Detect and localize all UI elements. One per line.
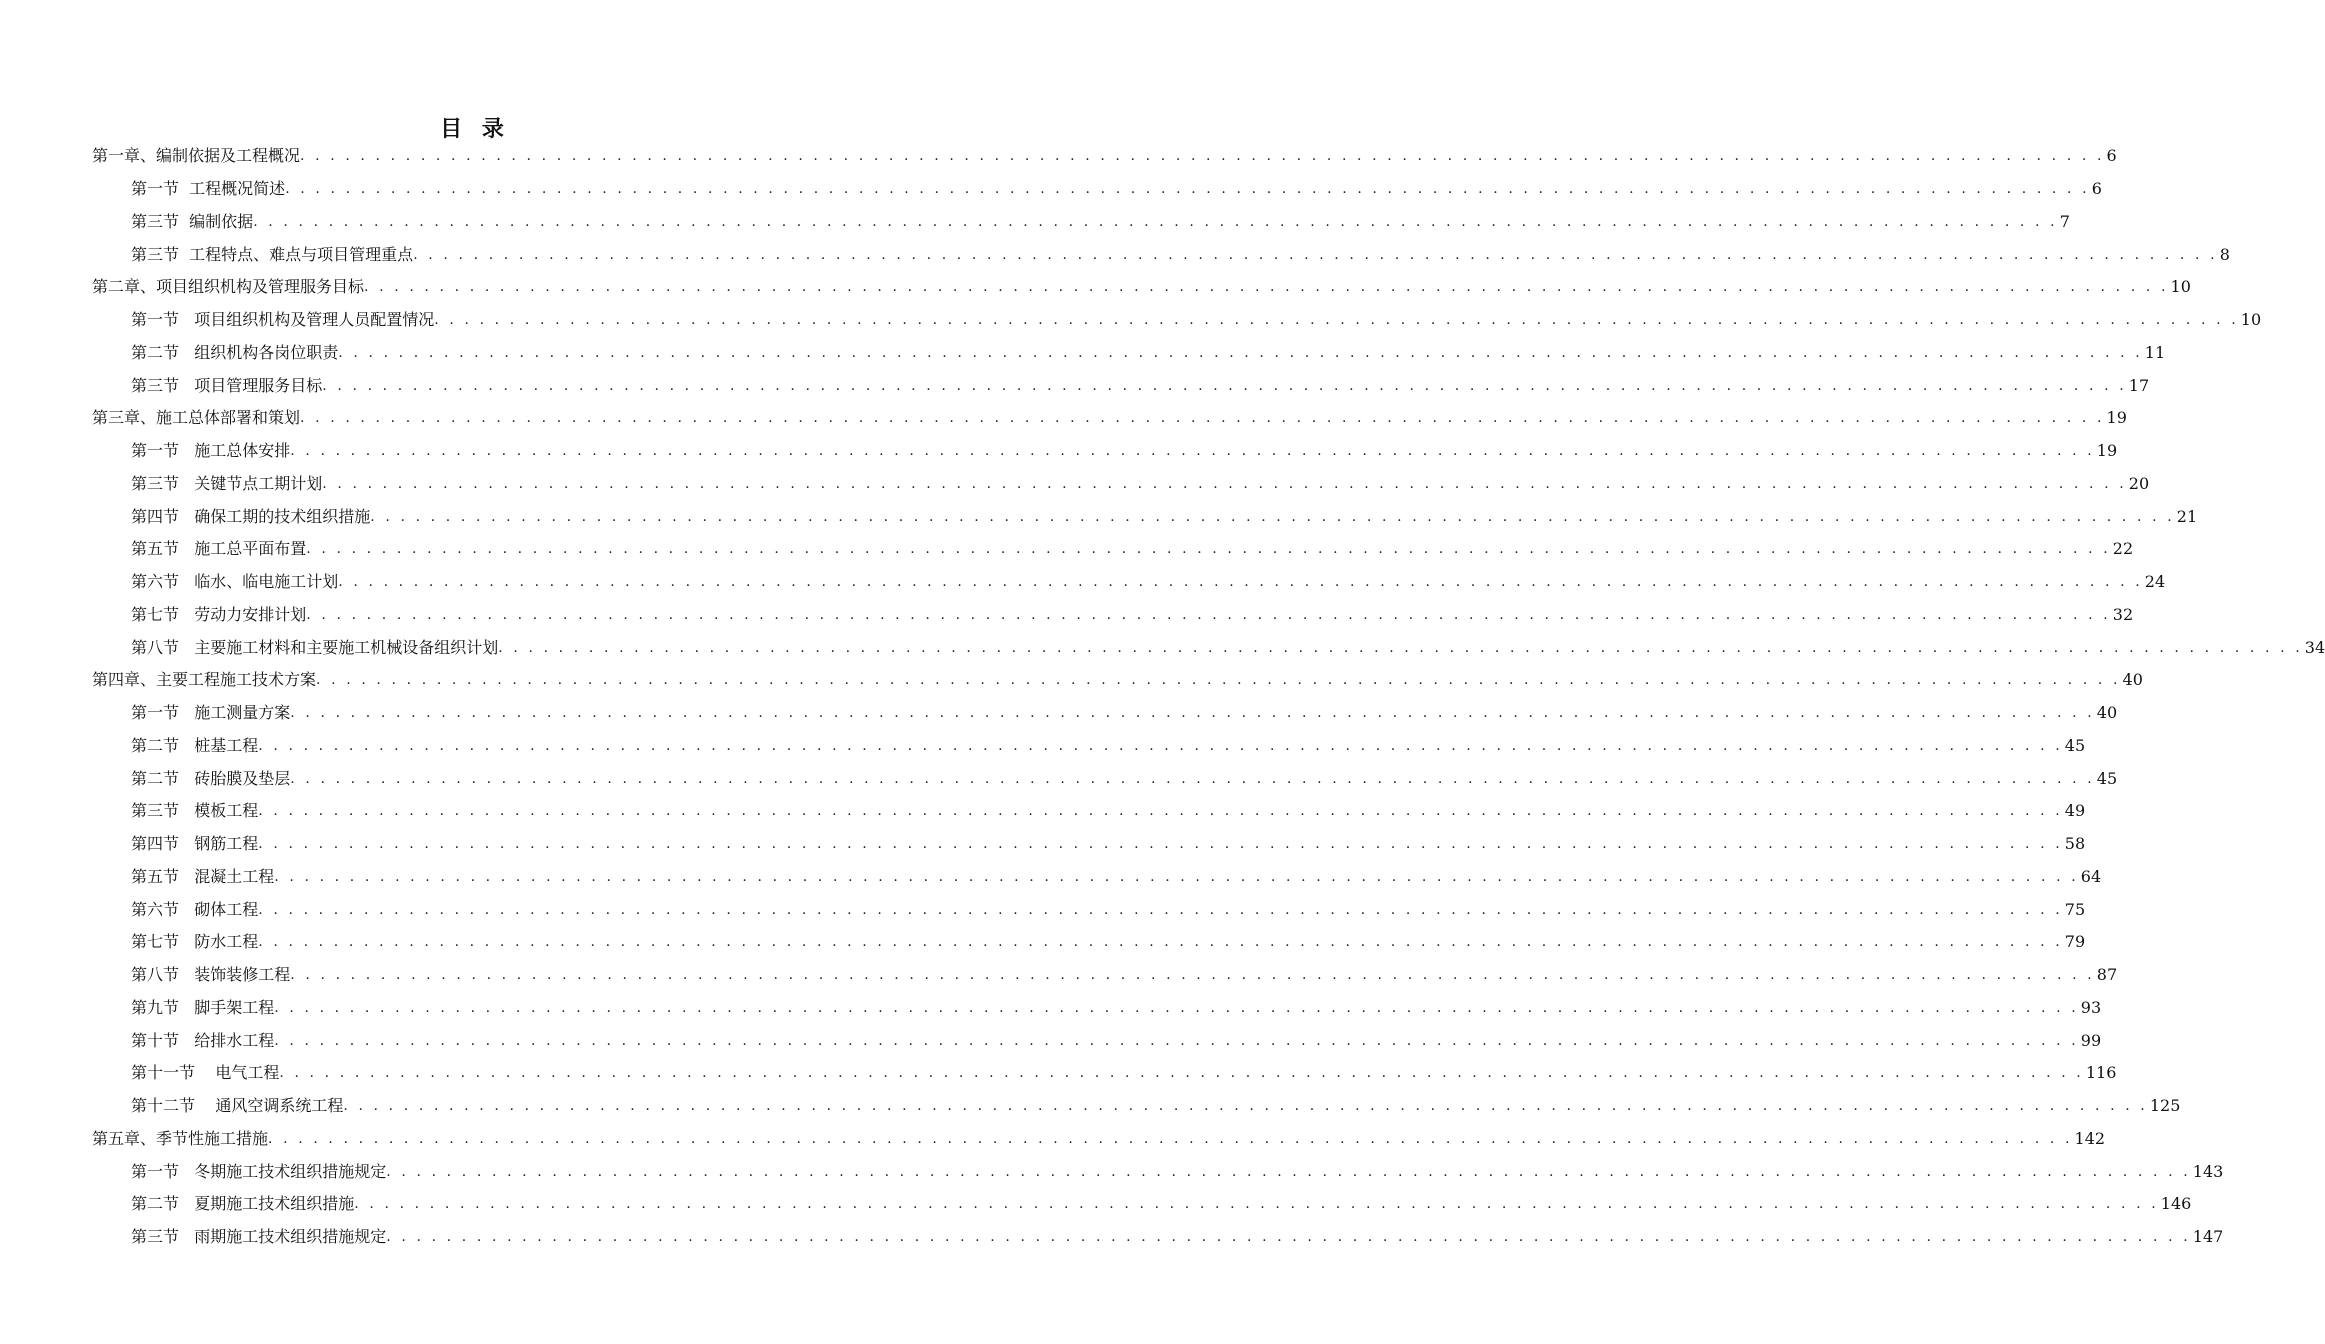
toc-entry-title: 第六节 砌体工程 (131, 899, 259, 919)
toc-page-number: 40 (2122, 670, 2143, 690)
toc-section-entry[interactable] (0, 1090, 2181, 1123)
dot-leader: . . . . . . . . . . . . . . . . . . . . . . . . . . . . . . . . . . . . . . . . . . . . . . . . . . . . . . . . . . . . . . . . . . . . . . . . . . . . . . . . . . . . . . . . . . . . . . . . . . . . . . . . . . . . . . . . . . . . . . . . (322, 475, 2127, 492)
toc-entry-title: 第二节 砖胎膜及垫层 (131, 768, 291, 788)
toc-section-entry[interactable] (0, 173, 2102, 206)
toc-entry-title: 第一章、编制依据及工程概况 (92, 146, 301, 166)
toc-entry-title: 第五节 施工总平面布置 (131, 539, 307, 559)
toc-entry-title: 第三节 雨期施工技术组织措施规定 (131, 1227, 387, 1247)
toc-section-entry[interactable] (0, 1024, 2102, 1057)
toc-section-entry[interactable] (0, 795, 2086, 828)
toc-entry-title: 第三节 模板工程 (131, 801, 259, 821)
toc-entry-title: 第三节 项目管理服务目标 (131, 375, 323, 395)
dot-leader: . . . . . . . . . . . . . . . . . . . . . . . . . . . . . . . . . . . . . . . . . . . . . . . . . . . . . . . . . . . . . . . . . . . . . . . . . . . . . . . . . . . . . . . . . . . . . . . . . . . . . . . . . . . . . . . . . . . . . . . . (386, 1229, 2191, 1246)
toc-section-entry[interactable] (0, 1155, 2224, 1188)
dot-leader: . . . . . . . . . . . . . . . . . . . . . . . . . . . . . . . . . . . . . . . . . . . . . . . . . . . . . . . . . . . . . . . . . . . . . . . . . . . . . . . . . . . . . . . . . . . . . . . . . . . . . . . . . . . . . . . . . . . . . . . . (258, 836, 2063, 853)
toc-chapter-entry[interactable] (0, 1123, 2106, 1156)
dot-leader: . . . . . . . . . . . . . . . . . . . . . . . . . . . . . . . . . . . . . . . . . . . . . . . . . . . . . . . . . . . . . . . . . . . . . . . . . . . . . . . . . . . . . . . . . . . . . . . . . . . . . . . . . . . . . . . . . . . . . . . . (300, 410, 2105, 427)
toc-page-number: 34 (2304, 637, 2325, 657)
toc-entry-title: 第五章、季节性施工措施 (92, 1128, 269, 1148)
dot-leader: . . . . . . . . . . . . . . . . . . . . . . . . . . . . . . . . . . . . . . . . . . . . . . . . . . . . . . . . . . . . . . . . . . . . . . . . . . . . . . . . . . . . . . . . . . . . . . . . . . . . . . . . . . . . . . . . . . . . . . . . (253, 213, 2058, 230)
dot-leader: . . . . . . . . . . . . . . . . . . . . . . . . . . . . . . . . . . . . . . . . . . . . . . . . . . . . . . . . . . . . . . . . . . . . . . . . . . . . . . . . . . . . . . . . . . . . . . . . . . . . . . . . . . . . . . . . . . . . . . . . (498, 639, 2303, 656)
toc-entry-title: 第三章、施工总体部署和策划 (92, 408, 301, 428)
toc-section-entry[interactable] (0, 1221, 2224, 1254)
toc-chapter-entry[interactable] (0, 402, 2127, 435)
toc-section-entry[interactable] (0, 468, 2150, 501)
toc-page-number: 24 (2144, 572, 2166, 592)
toc-entry-title: 第八节 主要施工材料和主要施工机械设备组织计划 (131, 637, 499, 657)
toc-page-number: 11 (2144, 342, 2166, 362)
toc-page-number: 99 (2080, 1030, 2102, 1050)
dot-leader: . . . . . . . . . . . . . . . . . . . . . . . . . . . . . . . . . . . . . . . . . . . . . . . . . . . . . . . . . . . . . . . . . . . . . . . . . . . . . . . . . . . . . . . . . . . . . . . . . . . . . . . . . . . . . . . . . . . . . . . . (316, 672, 2121, 689)
toc-entry-title: 第八节 装饰装修工程 (131, 965, 291, 985)
toc-section-entry[interactable] (0, 730, 2086, 763)
toc-entry-title: 第一节 冬期施工技术组织措施规定 (131, 1161, 387, 1181)
dot-leader: . . . . . . . . . . . . . . . . . . . . . . . . . . . . . . . . . . . . . . . . . . . . . . . . . . . . . . . . . . . . . . . . . . . . . . . . . . . . . . . . . . . . . . . . . . . . . . . . . . . . . . . . . . . . . . . . . . . . . . . . (268, 1130, 2073, 1147)
toc-chapter-entry[interactable] (0, 140, 2117, 173)
dot-leader: . . . . . . . . . . . . . . . . . . . . . . . . . . . . . . . . . . . . . . . . . . . . . . . . . . . . . . . . . . . . . . . . . . . . . . . . . . . . . . . . . . . . . . . . . . . . . . . . . . . . . . . . . . . . . . . . . . . . . . . . (274, 1032, 2079, 1049)
dot-leader: . . . . . . . . . . . . . . . . . . . . . . . . . . . . . . . . . . . . . . . . . . . . . . . . . . . . . . . . . . . . . . . . . . . . . . . . . . . . . . . . . . . . . . . . . . . . . . . . . . . . . . . . . . . . . . . . . . . . . . . . (338, 574, 2143, 591)
dot-leader: . . . . . . . . . . . . . . . . . . . . . . . . . . . . . . . . . . . . . . . . . . . . . . . . . . . . . . . . . . . . . . . . . . . . . . . . . . . . . . . . . . . . . . . . . . . . . . . . . . . . . . . . . . . . . . . . . . . . . . . . (258, 934, 2063, 951)
toc-page-number: 17 (2128, 375, 2150, 395)
toc-entry-title: 第三节 关键节点工期计划 (131, 473, 323, 493)
toc-section-entry[interactable] (0, 304, 2262, 337)
toc-entry-title: 第一节 施工总体安排 (131, 441, 291, 461)
toc-entry-title: 第十二节 通风空调系统工程 (131, 1096, 344, 1116)
dot-leader: . . . . . . . . . . . . . . . . . . . . . . . . . . . . . . . . . . . . . . . . . . . . . . . . . . . . . . . . . . . . . . . . . . . . . . . . . . . . . . . . . . . . . . . . . . . . . . . . . . . . . . . . . . . . . . . . . . . . . . . . (413, 246, 2218, 263)
toc-page-number: 6 (2106, 146, 2117, 166)
dot-leader: . . . . . . . . . . . . . . . . . . . . . . . . . . . . . . . . . . . . . . . . . . . . . . . . . . . . . . . . . . . . . . . . . . . . . . . . . . . . . . . . . . . . . . . . . . . . . . . . . . . . . . . . . . . . . . . . . . . . . . . . (306, 541, 2111, 558)
toc-page-number: 20 (2128, 473, 2150, 493)
toc-page-number: 21 (2176, 506, 2198, 526)
dot-leader: . . . . . . . . . . . . . . . . . . . . . . . . . . . . . . . . . . . . . . . . . . . . . . . . . . . . . . . . . . . . . . . . . . . . . . . . . . . . . . . . . . . . . . . . . . . . . . . . . . . . . . . . . . . . . . . . . . . . . . . . (290, 443, 2095, 460)
dot-leader: . . . . . . . . . . . . . . . . . . . . . . . . . . . . . . . . . . . . . . . . . . . . . . . . . . . . . . . . . . . . . . . . . . . . . . . . . . . . . . . . . . . . . . . . . . . . . . . . . . . . . . . . . . . . . . . . . . . . . . . . (354, 1196, 2159, 1213)
toc-page-number: 64 (2080, 866, 2102, 886)
dot-leader: . . . . . . . . . . . . . . . . . . . . . . . . . . . . . . . . . . . . . . . . . . . . . . . . . . . . . . . . . . . . . . . . . . . . . . . . . . . . . . . . . . . . . . . . . . . . . . . . . . . . . . . . . . . . . . . . . . . . . . . . (343, 1098, 2148, 1115)
toc-entry-title: 第七节 劳动力安排计划 (131, 604, 307, 624)
toc-page-number: 75 (2064, 899, 2086, 919)
toc-page-number: 6 (2091, 179, 2102, 199)
toc-entry-title: 第十节 给排水工程 (131, 1030, 275, 1050)
toc-section-entry[interactable] (0, 238, 2230, 271)
toc-entry-title: 第五节 混凝土工程 (131, 866, 275, 886)
toc-entry-title: 第一节 项目组织机构及管理人员配置情况 (131, 310, 435, 330)
dot-leader: . . . . . . . . . . . . . . . . . . . . . . . . . . . . . . . . . . . . . . . . . . . . . . . . . . . . . . . . . . . . . . . . . . . . . . . . . . . . . . . . . . . . . . . . . . . . . . . . . . . . . . . . . . . . . . . . . . . . . . . . (370, 508, 2175, 525)
toc-page-number: 142 (2074, 1128, 2106, 1148)
dot-leader: . . . . . . . . . . . . . . . . . . . . . . . . . . . . . . . . . . . . . . . . . . . . . . . . . . . . . . . . . . . . . . . . . . . . . . . . . . . . . . . . . . . . . . . . . . . . . . . . . . . . . . . . . . . . . . . . . . . . . . . . (322, 377, 2127, 394)
toc-section-entry[interactable] (0, 337, 2166, 370)
toc-page-number: 8 (2219, 244, 2230, 264)
toc-entry-title: 第三节 工程特点、难点与项目管理重点 (131, 244, 414, 264)
toc-page-number: 22 (2112, 539, 2134, 559)
dot-leader: . . . . . . . . . . . . . . . . . . . . . . . . . . . . . . . . . . . . . . . . . . . . . . . . . . . . . . . . . . . . . . . . . . . . . . . . . . . . . . . . . . . . . . . . . . . . . . . . . . . . . . . . . . . . . . . . . . . . . . . . (258, 901, 2063, 918)
dot-leader: . . . . . . . . . . . . . . . . . . . . . . . . . . . . . . . . . . . . . . . . . . . . . . . . . . . . . . . . . . . . . . . . . . . . . . . . . . . . . . . . . . . . . . . . . . . . . . . . . . . . . . . . . . . . . . . . . . . . . . . . (434, 312, 2239, 329)
dot-leader: . . . . . . . . . . . . . . . . . . . . . . . . . . . . . . . . . . . . . . . . . . . . . . . . . . . . . . . . . . . . . . . . . . . . . . . . . . . . . . . . . . . . . . . . . . . . . . . . . . . . . . . . . . . . . . . . . . . . . . . . (290, 770, 2095, 787)
toc-section-entry[interactable] (0, 893, 2086, 926)
dot-leader: . . . . . . . . . . . . . . . . . . . . . . . . . . . . . . . . . . . . . . . . . . . . . . . . . . . . . . . . . . . . . . . . . . . . . . . . . . . . . . . . . . . . . . . . . . . . . . . . . . . . . . . . . . . . . . . . . . . . . . . . (290, 967, 2095, 984)
dot-leader: . . . . . . . . . . . . . . . . . . . . . . . . . . . . . . . . . . . . . . . . . . . . . . . . . . . . . . . . . . . . . . . . . . . . . . . . . . . . . . . . . . . . . . . . . . . . . . . . . . . . . . . . . . . . . . . . . . . . . . . . (300, 148, 2105, 165)
dot-leader: . . . . . . . . . . . . . . . . . . . . . . . . . . . . . . . . . . . . . . . . . . . . . . . . . . . . . . . . . . . . . . . . . . . . . . . . . . . . . . . . . . . . . . . . . . . . . . . . . . . . . . . . . . . . . . . . . . . . . . . . (290, 705, 2095, 722)
toc-entry-title: 第二节 夏期施工技术组织措施 (131, 1194, 355, 1214)
toc-page-number: 49 (2064, 801, 2086, 821)
toc-page-number: 58 (2064, 834, 2086, 854)
toc-section-entry[interactable] (0, 631, 2325, 664)
toc-section-entry[interactable] (0, 697, 2118, 730)
dot-leader: . . . . . . . . . . . . . . . . . . . . . . . . . . . . . . . . . . . . . . . . . . . . . . . . . . . . . . . . . . . . . . . . . . . . . . . . . . . . . . . . . . . . . . . . . . . . . . . . . . . . . . . . . . . . . . . . . . . . . . . . (338, 344, 2143, 361)
toc-page-number: 79 (2064, 932, 2086, 952)
dot-leader: . . . . . . . . . . . . . . . . . . . . . . . . . . . . . . . . . . . . . . . . . . . . . . . . . . . . . . . . . . . . . . . . . . . . . . . . . . . . . . . . . . . . . . . . . . . . . . . . . . . . . . . . . . . . . . . . . . . . . . . . (279, 1065, 2084, 1082)
toc-title: 目 录 (440, 117, 510, 142)
table-of-contents (0, 140, 2325, 1254)
dot-leader: . . . . . . . . . . . . . . . . . . . . . . . . . . . . . . . . . . . . . . . . . . . . . . . . . . . . . . . . . . . . . . . . . . . . . . . . . . . . . . . . . . . . . . . . . . . . . . . . . . . . . . . . . . . . . . . . . . . . . . . . (274, 999, 2079, 1016)
toc-page-number: 19 (2096, 441, 2118, 461)
toc-section-entry[interactable] (0, 959, 2118, 992)
toc-section-entry[interactable] (0, 992, 2102, 1025)
toc-section-entry[interactable] (0, 762, 2118, 795)
toc-page-number: 10 (2240, 310, 2262, 330)
toc-page-number: 93 (2080, 997, 2102, 1017)
dot-leader: . . . . . . . . . . . . . . . . . . . . . . . . . . . . . . . . . . . . . . . . . . . . . . . . . . . . . . . . . . . . . . . . . . . . . . . . . . . . . . . . . . . . . . . . . . . . . . . . . . . . . . . . . . . . . . . . . . . . . . . . (364, 279, 2169, 296)
toc-entry-title: 第二章、项目组织机构及管理服务目标 (92, 277, 365, 297)
toc-page-number: 7 (2059, 211, 2070, 231)
toc-page-number: 87 (2096, 965, 2118, 985)
toc-section-entry[interactable] (0, 599, 2134, 632)
toc-entry-title: 第三节 编制依据 (131, 211, 254, 231)
toc-page-number: 45 (2096, 768, 2118, 788)
toc-page-number: 116 (2085, 1063, 2117, 1083)
toc-entry-title: 第二节 组织机构各岗位职责 (131, 342, 339, 362)
dot-leader: . . . . . . . . . . . . . . . . . . . . . . . . . . . . . . . . . . . . . . . . . . . . . . . . . . . . . . . . . . . . . . . . . . . . . . . . . . . . . . . . . . . . . . . . . . . . . . . . . . . . . . . . . . . . . . . . . . . . . . . . (274, 868, 2079, 885)
toc-section-entry[interactable] (0, 369, 2150, 402)
toc-section-entry[interactable] (0, 435, 2118, 468)
toc-entry-title: 第一节 施工测量方案 (131, 703, 291, 723)
toc-page-number: 10 (2170, 277, 2191, 297)
toc-section-entry[interactable] (0, 828, 2086, 861)
toc-page-number: 125 (2149, 1096, 2181, 1116)
toc-entry-title: 第四节 确保工期的技术组织措施 (131, 506, 371, 526)
toc-entry-title: 第九节 脚手架工程 (131, 997, 275, 1017)
toc-entry-title: 第七节 防水工程 (131, 932, 259, 952)
dot-leader: . . . . . . . . . . . . . . . . . . . . . . . . . . . . . . . . . . . . . . . . . . . . . . . . . . . . . . . . . . . . . . . . . . . . . . . . . . . . . . . . . . . . . . . . . . . . . . . . . . . . . . . . . . . . . . . . . . . . . . . . (386, 1163, 2191, 1180)
toc-section-entry[interactable] (0, 500, 2198, 533)
toc-entry-title: 第六节 临水、临电施工计划 (131, 572, 339, 592)
toc-page-number: 45 (2064, 735, 2086, 755)
toc-entry-title: 第一节 工程概况简述 (131, 179, 286, 199)
toc-page-number: 147 (2192, 1227, 2224, 1247)
toc-page-number: 146 (2160, 1194, 2192, 1214)
toc-chapter-entry[interactable] (0, 664, 2143, 697)
dot-leader: . . . . . . . . . . . . . . . . . . . . . . . . . . . . . . . . . . . . . . . . . . . . . . . . . . . . . . . . . . . . . . . . . . . . . . . . . . . . . . . . . . . . . . . . . . . . . . . . . . . . . . . . . . . . . . . . . . . . . . . . (258, 803, 2063, 820)
dot-leader: . . . . . . . . . . . . . . . . . . . . . . . . . . . . . . . . . . . . . . . . . . . . . . . . . . . . . . . . . . . . . . . . . . . . . . . . . . . . . . . . . . . . . . . . . . . . . . . . . . . . . . . . . . . . . . . . . . . . . . . . (285, 181, 2090, 198)
dot-leader: . . . . . . . . . . . . . . . . . . . . . . . . . . . . . . . . . . . . . . . . . . . . . . . . . . . . . . . . . . . . . . . . . . . . . . . . . . . . . . . . . . . . . . . . . . . . . . . . . . . . . . . . . . . . . . . . . . . . . . . . (306, 606, 2111, 623)
toc-section-entry[interactable] (0, 926, 2086, 959)
toc-entry-title: 第四章、主要工程施工技术方案 (92, 670, 317, 690)
toc-page-number: 32 (2112, 604, 2134, 624)
toc-section-entry[interactable] (0, 566, 2166, 599)
toc-page-number: 143 (2192, 1161, 2224, 1181)
toc-section-entry[interactable] (0, 861, 2102, 894)
toc-entry-title: 第四节 钢筋工程 (131, 834, 259, 854)
dot-leader: . . . . . . . . . . . . . . . . . . . . . . . . . . . . . . . . . . . . . . . . . . . . . . . . . . . . . . . . . . . . . . . . . . . . . . . . . . . . . . . . . . . . . . . . . . . . . . . . . . . . . . . . . . . . . . . . . . . . . . . . (258, 737, 2063, 754)
toc-section-entry[interactable] (0, 1057, 2117, 1090)
toc-section-entry[interactable] (0, 1188, 2192, 1221)
toc-section-entry[interactable] (0, 533, 2134, 566)
toc-page-number: 19 (2106, 408, 2127, 428)
toc-page-number: 40 (2096, 703, 2118, 723)
toc-chapter-entry[interactable] (0, 271, 2191, 304)
toc-entry-title: 第十一节 电气工程 (131, 1063, 280, 1083)
toc-entry-title: 第二节 桩基工程 (131, 735, 259, 755)
toc-section-entry[interactable] (0, 206, 2070, 239)
